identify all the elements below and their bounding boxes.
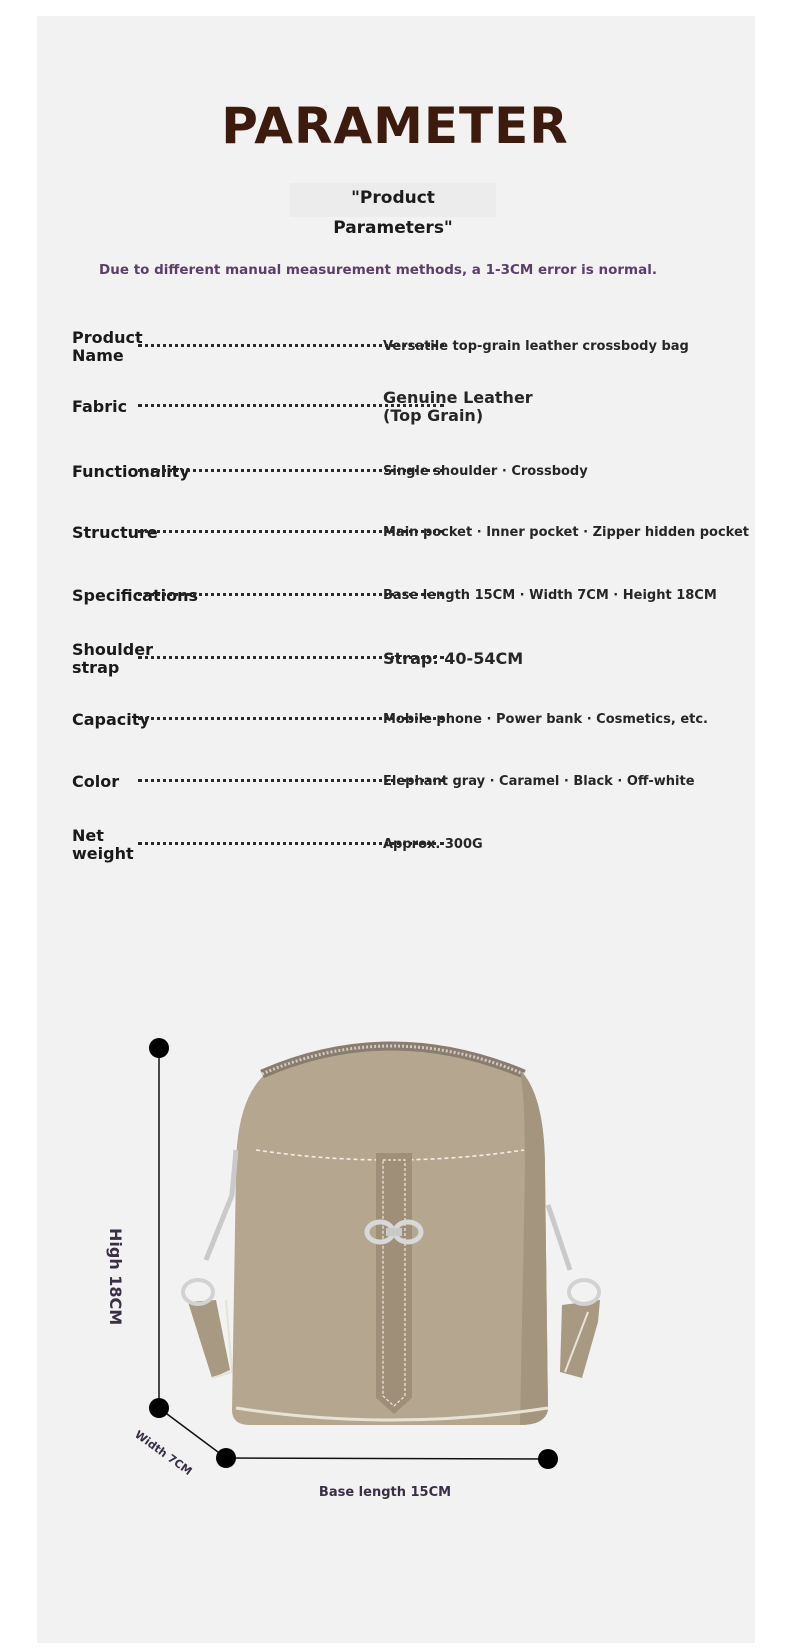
param-row-fabric	[72, 385, 722, 429]
param-value: Versatile top-grain leather crossbody bag	[383, 339, 689, 354]
param-label: Structure	[72, 523, 158, 542]
dimension-dot	[149, 1398, 169, 1418]
dimension-dot	[216, 1448, 236, 1468]
measurement-note: Due to different manual measurement methods, a 1-3CM error is normal.	[99, 262, 657, 278]
width-label: Width 7CM	[132, 1427, 195, 1479]
base-length-label: Base length 15CM	[318, 1485, 452, 1500]
param-row-shoulder-strap	[72, 637, 722, 681]
dimension-diagram	[0, 1000, 790, 1520]
height-label: High 18CM	[106, 1228, 125, 1326]
param-value: Strap: 40-54CM	[383, 649, 524, 668]
param-label: Shoulder strap	[72, 640, 153, 677]
param-row-capacity	[72, 698, 722, 742]
param-label: Capacity	[72, 710, 150, 729]
param-row-product-name	[72, 325, 722, 369]
param-value: Genuine Leather (Top Grain)	[383, 388, 533, 425]
page-title: PARAMETER	[221, 97, 569, 155]
param-value: Single shoulder · Crossbody	[383, 464, 588, 479]
param-row-specifications	[72, 574, 722, 618]
param-row-structure	[72, 511, 750, 555]
param-row-net-weight	[72, 823, 722, 867]
param-label: Functionality	[72, 462, 190, 481]
param-value: Elephant gray · Caramel · Black · Off-white	[383, 774, 695, 789]
bag-illustration	[183, 1045, 600, 1425]
param-label: Product Name	[72, 328, 143, 365]
dimension-dot	[149, 1038, 169, 1058]
param-value: Approx. 300G	[383, 837, 483, 852]
base-guide-line	[226, 1458, 548, 1459]
param-row-functionality	[72, 450, 722, 494]
param-value: Main pocket · Inner pocket · Zipper hidden pocket	[383, 525, 750, 540]
section-subtitle: "Product Parameters"	[290, 183, 496, 217]
param-label: Net weight	[72, 826, 134, 863]
param-label: Specifications	[72, 586, 198, 605]
param-row-color	[72, 760, 722, 804]
param-value: Base length 15CM · Width 7CM · Height 18CM	[383, 588, 717, 603]
param-label: Color	[72, 772, 120, 791]
param-label: Fabric	[72, 397, 128, 416]
param-value: Mobile phone · Power bank · Cosmetics, etc.	[383, 712, 708, 727]
dimension-dot	[538, 1449, 558, 1469]
